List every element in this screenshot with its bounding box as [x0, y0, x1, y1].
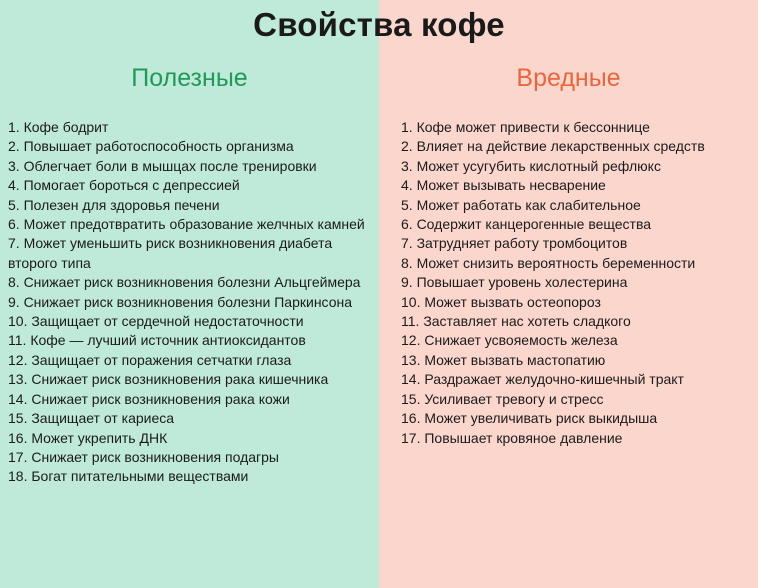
- list-item: 15. Усиливает тревогу и стресс: [401, 390, 604, 407]
- list-item: 17. Снижает риск возникновения подагры: [8, 448, 279, 465]
- harmful-list: [401, 118, 753, 448]
- list-item: 14. Снижает риск возникновения рака кожи: [8, 390, 290, 407]
- list-item: 13. Может вызвать мастопатию: [401, 351, 606, 368]
- list-item: 16. Может увеличивать риск выкидыша: [401, 410, 658, 427]
- list-item: 2. Повышает работоспособность организма: [8, 138, 294, 155]
- list-item: 9. Повышает уровень холестерина: [401, 274, 628, 291]
- useful-list: [8, 118, 370, 487]
- list-item: 4. Может вызывать несварение: [401, 177, 606, 194]
- list-item: 6. Может предотвратить образование желчных камней: [8, 216, 365, 233]
- list-item: 13. Снижает риск возникновения рака кишечника: [8, 371, 329, 388]
- list-item: 10. Может вызвать остеопороз: [401, 293, 601, 310]
- list-item: 8. Может снизить вероятность беременности: [401, 254, 696, 271]
- page-title: Свойства кофе: [253, 6, 505, 43]
- list-item: 11. Кофе — лучший источник антиоксидантов: [8, 332, 306, 349]
- list-item: 1. Кофе может привести к бессоннице: [401, 119, 650, 135]
- list-item: 12. Снижает усвояемость железа: [401, 332, 618, 349]
- list-item: 3. Облегчает боли в мышцах после тренировки: [8, 157, 317, 174]
- list-item: 6. Содержит канцерогенные вещества: [401, 216, 652, 233]
- list-item: 3. Может усугубить кислотный рефлюкс: [401, 157, 661, 174]
- list-item: 16. Может укрепить ДНК: [8, 429, 168, 446]
- list-item: 9. Снижает риск возникновения болезни Паркинсона: [8, 293, 353, 310]
- list-item: 12. Защищает от поражения сетчатки глаза: [8, 351, 292, 368]
- list-item: 5. Может работать как слабительное: [401, 196, 641, 213]
- list-item: 15. Защищает от кариеса: [8, 410, 175, 427]
- list-item: 5. Полезен для здоровья печени: [8, 196, 220, 213]
- list-item: 4. Помогает бороться с депрессией: [8, 177, 240, 194]
- list-item: 17. Повышает кровяное давление: [401, 429, 623, 446]
- list-item: 10. Защищает от сердечной недостаточности: [8, 313, 304, 330]
- list-item: 1. Кофе бодрит: [8, 119, 109, 135]
- list-item: 14. Раздражает желудочно-кишечный тракт: [401, 371, 684, 388]
- harmful-heading: Вредные: [516, 64, 621, 92]
- list-item: 11. Заставляет нас хотеть сладкого: [401, 313, 631, 330]
- useful-heading: Полезные: [131, 64, 248, 92]
- list-item: 8. Снижает риск возникновения болезни Альцгеймера: [8, 274, 361, 291]
- list-item: 2. Влияет на действие лекарственных средств: [401, 138, 705, 155]
- list-item: 7. Затрудняет работу тромбоцитов: [401, 235, 628, 252]
- list-item: 7. Может уменьшить риск возникновения диабета второго типа: [8, 235, 333, 271]
- list-item: 18. Богат питательными веществами: [8, 468, 249, 485]
